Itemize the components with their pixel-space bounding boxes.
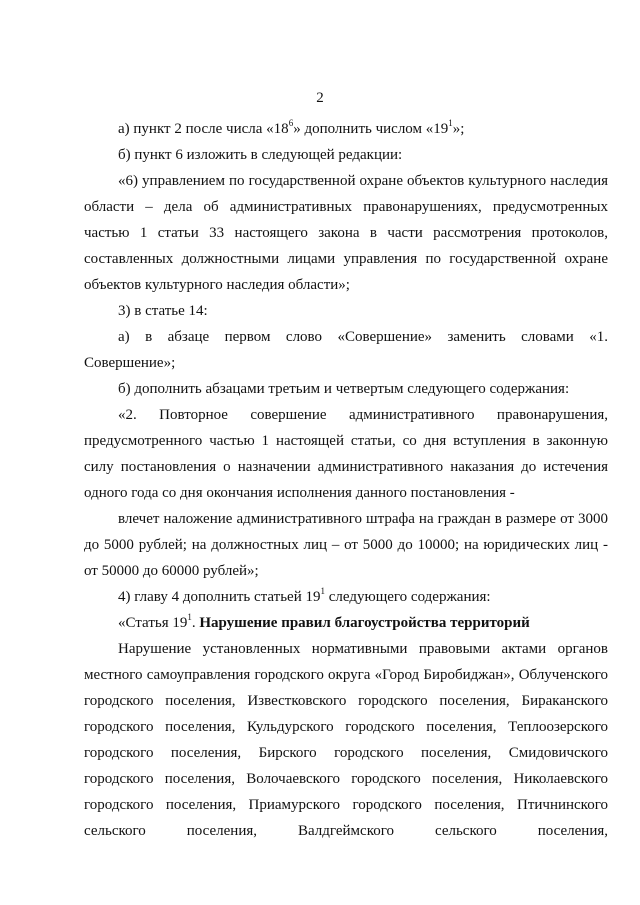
text-run: а) пункт 2 после числа «18 <box>118 121 289 137</box>
paragraph-quoted-point6: «6) управлением по государственной охране объектов культурного наследия области – дела об административных правонарушениях, предусмотренных частью 1 статьи 33 настоящего закона в части рассмотрения протоколов, составленных должностными лицами управления по государственной охране объектов культурного наследия области»; <box>84 173 608 293</box>
document-body <box>84 116 608 844</box>
text-run: 4) главу 4 дополнить статьей 19 <box>118 589 321 605</box>
paragraph-item-a-point2 <box>84 116 608 142</box>
superscript: 6 <box>288 118 294 128</box>
paragraph-item-b-point6: б) пункт 6 изложить в следующей редакции: <box>118 147 403 163</box>
article-title: Нарушение правил благоустройства территорий <box>199 615 530 631</box>
article-heading <box>84 610 608 636</box>
paragraph-item-a-first-abzac: а) в абзаце первом слово «Совершение» заменить словами «1. Совершение»; <box>84 329 608 371</box>
text-run: . <box>191 615 200 631</box>
page-number: 2 <box>316 90 324 106</box>
text-run: »; <box>452 121 465 137</box>
text-run: » дополнить числом «19 <box>293 121 449 137</box>
superscript: 1 <box>448 118 453 128</box>
paragraph-item-b-add-abzacs: б) дополнить абзацами третьим и четвертым следующего содержания: <box>118 381 570 397</box>
paragraph-violation-description: Нарушение установленных нормативными правовыми актами органов местного самоуправления городского округа «Город Биробиджан», Облученского городского поселения, Известковского городского поселения, Бираканского городского поселения, Кульдурского городского поселения, Теплоозерского городского поселения, Бирского городского поселения, Смидовичского городского поселения, Волочаевского городского поселения, Николаевского городского поселения, Приамурского городского поселения, Птичнинского сельского поселения, Валдгеймского сельского поселения, <box>84 641 608 839</box>
paragraph-penalty: влечет наложение административного штрафа на граждан в размере от 3000 до 5000 рублей; на должностных лиц – от 5000 до 10000; на юридических лиц - от 50000 до 60000 рублей»; <box>84 511 608 579</box>
paragraph-item-4-chapter4 <box>84 584 608 610</box>
text-run: следующего содержания: <box>325 589 491 605</box>
text-run: «Статья 19 <box>118 615 188 631</box>
paragraph-item-3-article14: 3) в статье 14: <box>118 303 208 319</box>
paragraph-quoted-repeat-offense: «2. Повторное совершение административного правонарушения, предусмотренного частью 1 настоящей статьи, со дня вступления в законную силу постановления о назначении административного наказания до истечения одного года со дня окончания исполнения данного постановления - <box>84 407 608 501</box>
superscript: 1 <box>320 586 325 596</box>
superscript: 1 <box>187 612 192 622</box>
